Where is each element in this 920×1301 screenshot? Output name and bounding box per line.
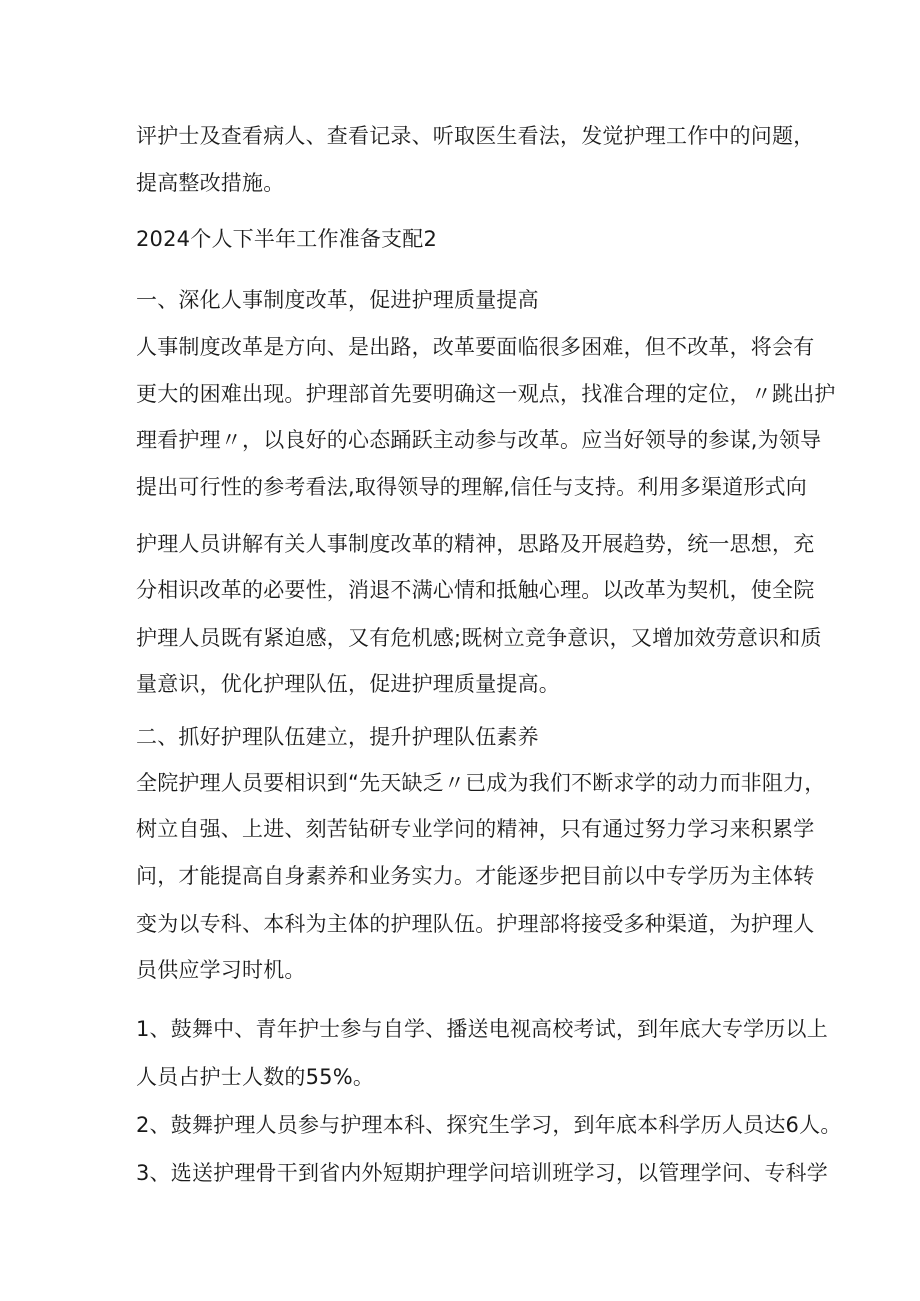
section-heading: 一、深化人事制度改革，促进护理质量提高	[136, 288, 539, 312]
text-line: 评护士及查看病人、查看记录、听取医生看法，发觉护理工作中的问题，	[136, 124, 815, 148]
text-line: 全院护理人员要相识到“先天缺乏〃已成为我们不断求学的动力而非阻力，	[136, 771, 826, 795]
text-line: 护理人员既有紧迫感，又有危机感;既树立竞争意识，又增加效劳意识和质	[136, 626, 822, 650]
section-heading: 二、抓好护理队伍建立，提升护理队伍素养	[136, 725, 539, 749]
text-line: 树立自强、上进、刻苦钻研专业学问的精神，只有通过努力学习来积累学	[136, 817, 815, 841]
text-line: 护理人员讲解有关人事制度改革的精神，思路及开展趋势，统一思想，充	[136, 532, 815, 556]
text-line: 人事制度改革是方向、是出路，改革要面临很多困难，但不改革，将会有	[136, 335, 815, 359]
text-line: 人员占护士人数的55%。	[136, 1065, 375, 1089]
list-item: 1、鼓舞中、青年护士参与自学、播送电视高校考试，到年底大专学历以上	[136, 1017, 828, 1041]
text-line: 提高整改措施。	[136, 171, 285, 195]
text-line: 分相识改革的必要性，消退不满心情和抵触心理。以改革为契机，使全院	[136, 578, 815, 602]
text-line: 更大的困难出现。护理部首先要明确这一观点，找准合理的定位，〃跳出护	[136, 382, 836, 406]
text-line: 理看护理〃，以良好的心态踊跃主动参与改革。应当好领导的参谋,为领导	[136, 428, 822, 452]
section-title: 2024个人下半年工作准备支配2	[136, 227, 438, 251]
text-line: 量意识，优化护理队伍，促进护理质量提高。	[136, 672, 560, 696]
text-line: 问，才能提高自身素养和业务实力。才能逐步把目前以中专学历为主体转	[136, 864, 815, 888]
text-line: 员供应学习时机。	[136, 958, 306, 982]
list-item: 3、选送护理骨干到省内外短期护理学问培训班学习，以管理学问、专科学	[136, 1161, 828, 1185]
list-item: 2、鼓舞护理人员参与护理本科、探究生学习，到年底本科学历人员达6人。	[136, 1113, 842, 1137]
text-line: 变为以专科、本科为主体的护理队伍。护理部将接受多种渠道，为护理人	[136, 912, 815, 936]
text-line: 提出可行性的参考看法,取得领导的理解,信任与支持。利用多渠道形式向	[136, 475, 807, 499]
